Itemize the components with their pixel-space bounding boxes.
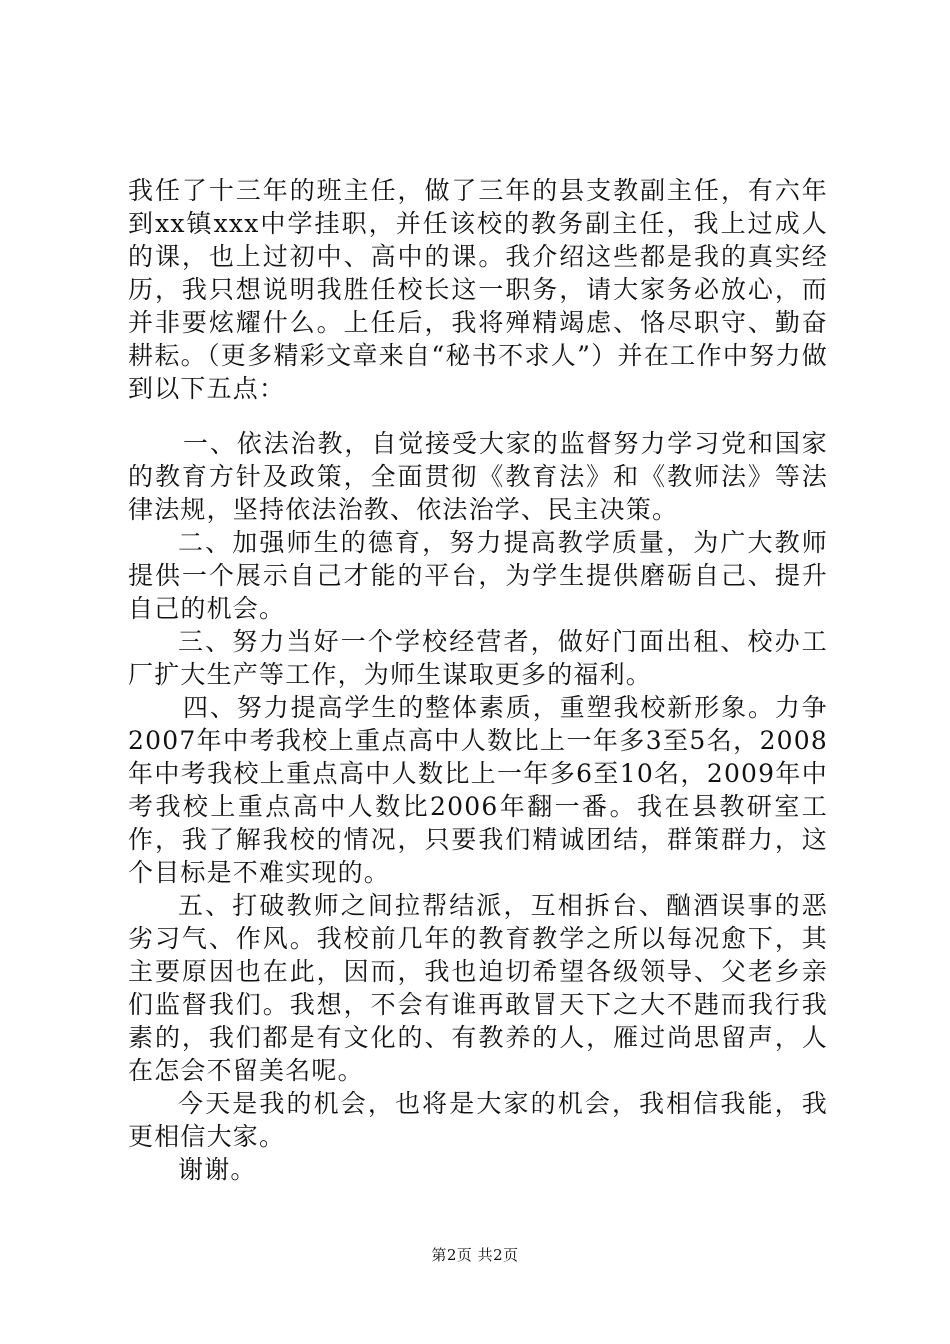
- paragraph-point-4: 四、努力提高学生的整体素质，重塑我校新形象。力争2007年中考我校上重点高中人数比上一年多3至5名，2008年中考我校上重点高中人数比上一年多6至10名，2009年中考我校上重点高中人数比2006年翻一番。我在县教研室工作，我了解我校的情况，只要我们精诚团结，群策群力，这个目标是不难实现的。: [128, 693, 828, 887]
- paragraph-point-1: 一、依法治教，自觉接受大家的监督努力学习党和国家的教育方针及政策，全面贯彻《教育法》和《教师法》等法律法规，坚持依法治教、依法治学、民主决策。: [128, 429, 828, 524]
- page-indicator: 第2页 共2页: [431, 1246, 519, 1264]
- paragraph-intro: 我任了十三年的班主任，做了三年的县支教副主任，有六年到xx镇xxx中学挂职，并任该校的教务副主任，我上过成人的课，也上过初中、高中的课。我介绍这些都是我的真实经历，我只想说明我胜任校长这一职务，请大家务必放心，而并非要炫耀什么。上任后，我将殚精竭虑、恪尽职守、勤奋耕耘。（更多精彩文章来自“秘书不求人”）并在工作中努力做到以下五点：: [128, 176, 828, 403]
- paragraph-point-3: 三、努力当好一个学校经营者，做好门面出租、校办工厂扩大生产等工作，为师生谋取更多的福利。: [128, 627, 828, 689]
- paragraph-thanks: 谢谢。: [178, 1155, 257, 1184]
- document-body: [128, 174, 828, 1186]
- page-footer: [0, 1244, 950, 1265]
- paragraph-closing: 今天是我的机会，也将是大家的机会，我相信我能，我更相信大家。: [128, 1089, 828, 1151]
- paragraph-point-2: 二、加强师生的德育，努力提高教学质量，为广大教师提供一个展示自己才能的平台，为学生提供磨砺自己、提升自己的机会。: [128, 528, 828, 623]
- paragraph-point-5: 五、打破教师之间拉帮结派，互相拆台、酗酒误事的恶劣习气、作风。我校前几年的教育教学之所以每况愈下，其主要原因也在此，因而，我也迫切希望各级领导、父老乡亲们监督我们。我想，不会有谁再敢冒天下之大不韪而我行我素的，我们都是有文化的、有教养的人，雁过尚思留声，人在怎会不留美名呢。: [128, 891, 828, 1085]
